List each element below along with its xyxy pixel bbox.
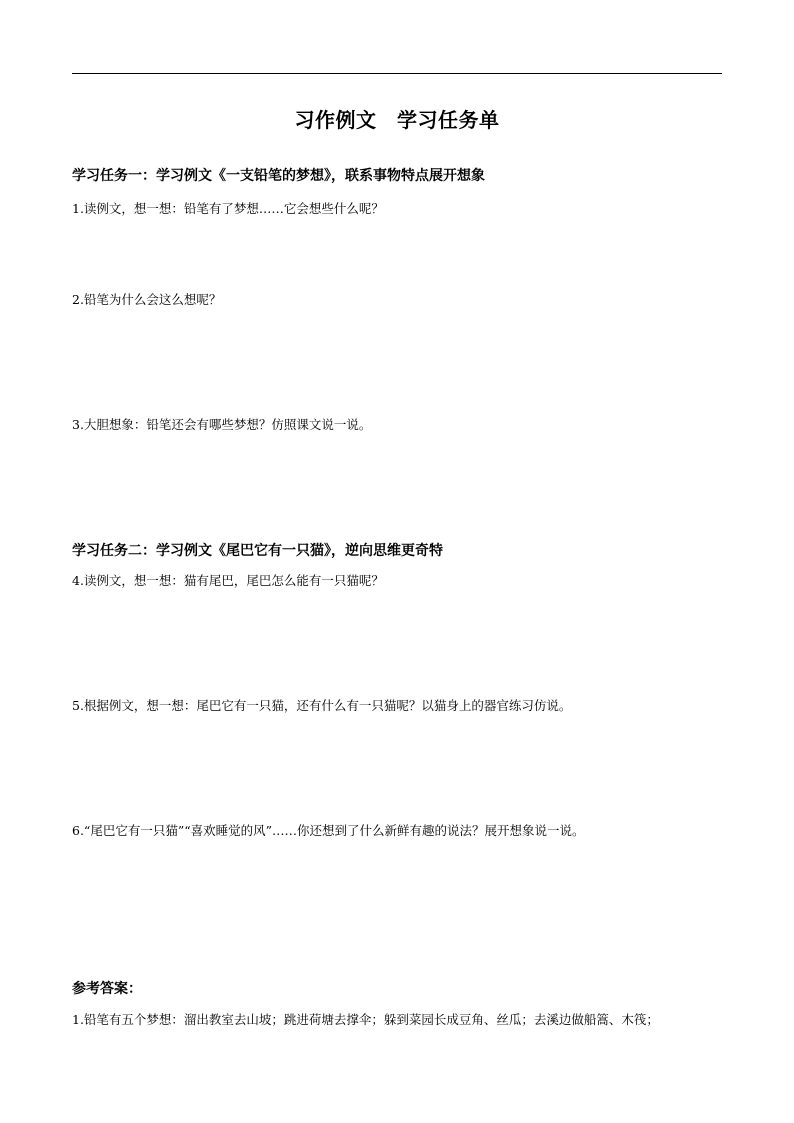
answers-heading: 参考答案： [72, 981, 142, 997]
question-3: 3.大胆想象：铅笔还会有哪些梦想？仿照课文说一说。 [72, 417, 372, 432]
question-1: 1.读例文，想一想：铅笔有了梦想……它会想些什么呢？ [72, 201, 384, 216]
answer-line-1: 1.铅笔有五个梦想：溜出教室去山坡；跳进荷塘去撑伞；躲到菜园长成豆角、丝瓜；去溪边做船篙、木筏； [72, 1012, 659, 1027]
question-5: 5.根据例文，想一想：尾巴它有一只猫，还有什么有一只猫呢？以猫身上的器官练习仿说。 [72, 698, 572, 713]
task1-heading: 学习任务一：学习例文《一支铅笔的梦想》，联系事物特点展开想象 [72, 168, 485, 184]
question-4: 4.读例文，想一想：猫有尾巴，尾巴怎么能有一只猫呢？ [72, 573, 384, 588]
page-title: 习作例文 学习任务单 [294, 108, 500, 132]
question-6: 6.“尾巴它有一只猫”“喜欢睡觉的风”……你还想到了什么新鲜有趣的说法？展开想象说一说。 [72, 823, 585, 838]
header-rule [72, 73, 722, 74]
question-2: 2.铅笔为什么会这么想呢？ [72, 292, 222, 307]
task2-heading: 学习任务二：学习例文《尾巴它有一只猫》，逆向思维更奇特 [72, 543, 443, 559]
